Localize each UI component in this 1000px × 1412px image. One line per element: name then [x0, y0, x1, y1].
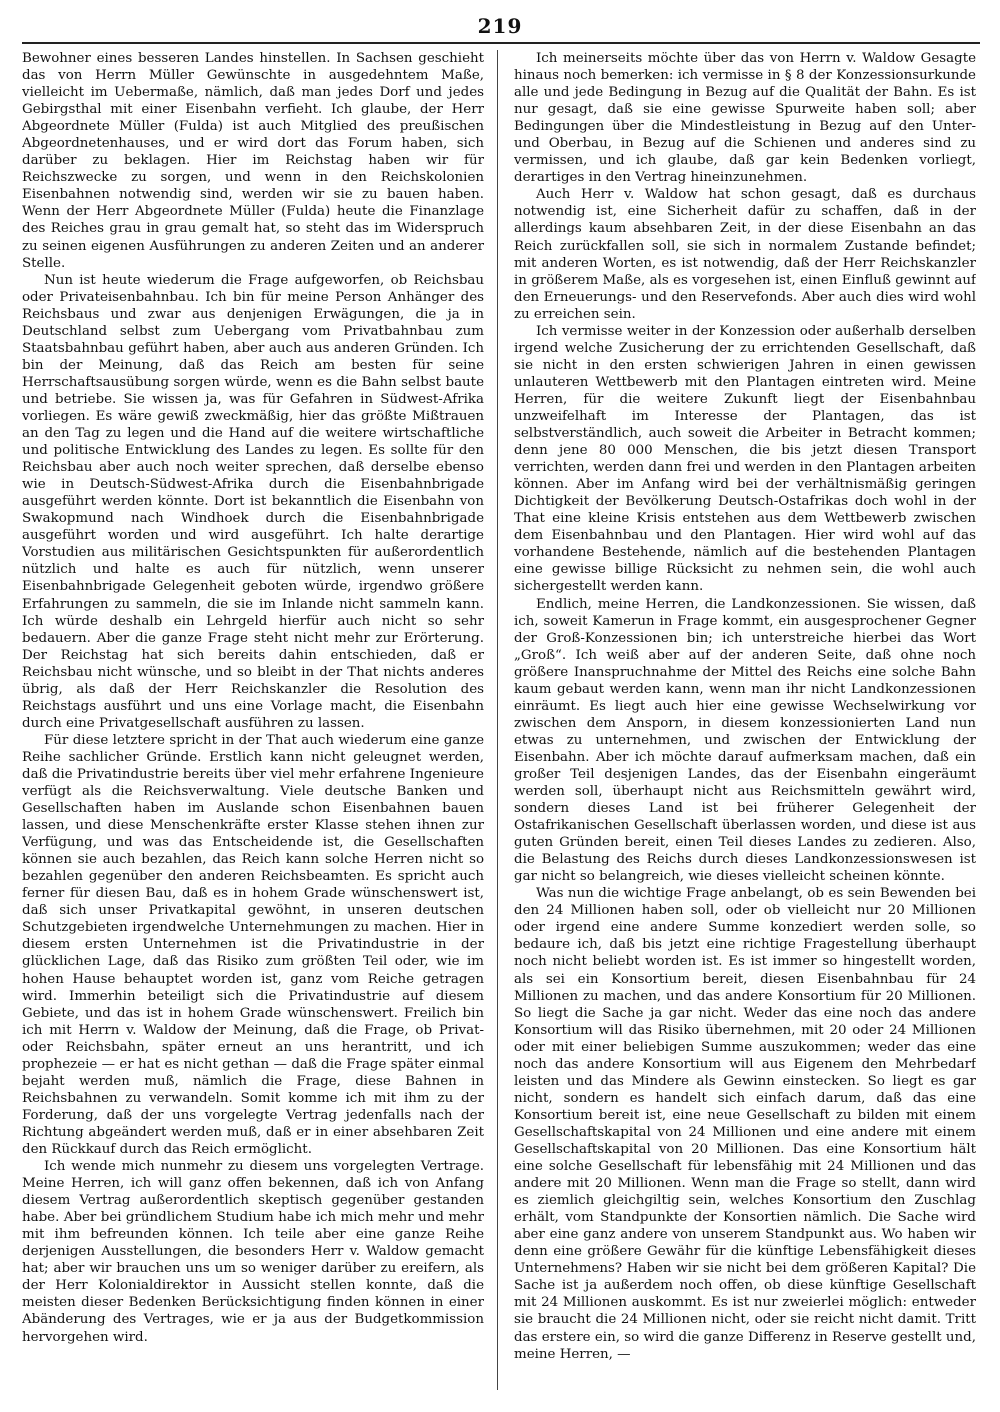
- header-rule: [22, 42, 980, 44]
- left-column: [22, 50, 484, 1398]
- paragraph: Bewohner eines besseren Landes hinstellen. In Sachsen geschieht das von Herrn Müller Gewünschte in ausgedehntem Maße, vielleicht im Uebermaße, nämlich, daß man jedes Dorf und jedes Gebirgsthal mit einer Eisenbahn verfieht. Ich glaube, der Herr Abgeordnete Müller (Fulda) ist auch Mitglied des preußischen Abgeordnetenhauses, und er wird dort das Forum haben, sich darüber zu beklagen. Hier im Reichstag haben wir für Reichszwecke zu sorgen, und wenn in den Reichskolonien Eisenbahnen notwendig sind, werden wir sie zu bauen haben. Wenn der Herr Abgeordnete Müller (Fulda) heute die Finanzlage des Reiches grau in grau gemalt hat, so steht das im Widerspruch zu seinen eigenen Ausführungen zu anderen Zeiten und an anderer Stelle.: [22, 51, 484, 271]
- right-column: [514, 50, 976, 1398]
- page-number: 219: [477, 14, 523, 38]
- paragraph: Ich vermisse weiter in der Konzession oder außerhalb derselben irgend welche Zusicherung der zu errichtenden Gesellschaft, daß sie nicht in den ersten schwierigen Jahren in einen gewissen unlauteren Wettbewerb mit den Plantagen eintreten wird. Meine Herren, für die weitere Zukunft liegt der Eisenbahnbau unzweifelhaft im Interesse der Plantagen, das ist selbstverständlich, auch soweit die Arbeiter in Betracht kommen; denn jene 80 000 Menschen, die bis jetzt diesen Transport verrichten, werden dann frei und werden in den Plantagen arbeiten können. Aber im Anfang wird bei der verhältnismäßig geringen Dichtigkeit der Bevölkerung Deutsch-Ostafrikas doch wohl in der That eine kleine Krisis entstehen aus dem Wettbewerb zwischen dem Eisenbahnbau und den Plantagen. Hier wird wohl auf das vorhandene Bestehende, nämlich auf die bestehenden Plantagen eine gewisse billige Rücksicht zu nehmen sein, die wohl auch sichergestellt werden kann.: [514, 323, 976, 595]
- paragraph: Auch Herr v. Waldow hat schon gesagt, daß es durchaus notwendig ist, eine Sicherheit dafür zu schaffen, daß in der allerdings kaum absehbaren Zeit, in der diese Eisenbahn an das Reich zurückfallen soll, sie sich in normalem Zustande befindet; mit anderen Worten, es ist notwendig, daß der Herr Reichskanzler in größerem Maße, als es vorgesehen ist, einen Einfluß gewinnt auf den Erneuerungs- und den Reservefonds. Aber auch dies wird wohl zu erreichen sein.: [514, 187, 976, 322]
- column-divider: [497, 50, 498, 1390]
- paragraph: Nun ist heute wiederum die Frage aufgeworfen, ob Reichsbau oder Privateisenbahnbau. Ich bin für meine Person Anhänger des Reichsbaus und zwar aus denjenigen Erwägungen, die ja in Deutschland selbst zum Uebergang vom Privatbahnbau zum Staatsbahnbau geführt haben, aber auch aus anderen Gründen. Ich bin der Meinung, daß das Reich am besten für seine Herrschaftsausübung sorgen würde, wenn es die Bahn selbst baute und betriebe. Sie wissen ja, was für Gefahren in Südwest-Afrika vorliegen. Es wäre gewiß zweckmäßig, hier das größte Mißtrauen an den Tag zu legen und die Hand auf die weitere wirtschaftliche und politische Entwicklung des Landes zu legen. Es sollte für den Reichsbau aber auch noch weiter sprechen, daß derselbe ebenso wie in Deutsch-Südwest-Afrika durch die Eisenbahnbrigade ausgeführt werden könnte. Dort ist bekanntlich die Eisenbahn von Swakopmund nach Windhoek durch die Eisenbahnbrigade ausgeführt worden und wird ausgeführt. Ich halte derartige Vorstudien aus militärischen Gesichtspunkten für außerordentlich nützlich und halte es auch für nützlich, wenn unserer Eisenbahnbrigade Gelegenheit geboten würde, irgendwo größere Erfahrungen zu sammeln, die sie im Inlande nicht sammeln kann. Ich würde deshalb ein Lehrgeld hierfür auch nicht so sehr bedauern. Aber die ganze Frage steht nicht mehr zur Erörterung. Der Reichstag hat sich bereits dahin entschieden, daß er Reichsbau nicht wünsche, und so bleibt in der That nichts anderes übrig, als daß der Herr Reichskanzler die Resolution des Reichstags ausführt und uns eine Vorlage macht, die Eisenbahn durch eine Privatgesellschaft ausführen zu lassen.: [22, 272, 484, 731]
- paragraph: Endlich, meine Herren, die Landkonzessionen. Sie wissen, daß ich, soweit Kamerun in Frage kommt, ein ausgesprochener Gegner der Groß-Konzessionen bin; ich unterstreiche hierbei das Wort „Groß“. Ich weiß aber auf der anderen Seite, daß ohne noch größere Inanspruchnahme der Mittel des Reichs eine solche Bahn kaum gebaut werden kann, wenn man ihr nicht Landkonzessionen einräumt. Es liegt auch hier eine gewisse Wechselwirkung vor zwischen dem Ansporn, in diesem konzessionierten Land nun etwas zu unternehmen, und zwischen der Entwicklung der Eisenbahn. Aber ich möchte darauf aufmerksam machen, daß ein großer Teil desjenigen Landes, das der Eisenbahn eingeräumt werden soll, überhaupt nicht aus Reichsmitteln gewährt wird, sondern dieses Land ist bei früherer Gelegenheit der Ostafrikanischen Gesellschaft überlassen worden, und diese ist aus guten Gründen bereit, einen Teil dieses Landes zu zedieren. Also, die Belastung des Reichs durch dieses Landkonzessionswesen ist gar nicht so belangreich, wie dieses vielleicht scheinen könnte.: [514, 596, 976, 885]
- paragraph: Ich wende mich nunmehr zu diesem uns vorgelegten Vertrage. Meine Herren, ich will ganz offen bekennen, daß ich von Anfang diesem Vertrag außerordentlich skeptisch gegenüber gestanden habe. Aber bei gründlichem Studium habe ich mich mehr und mehr mit ihm befreunden können. Ich teile aber eine ganze Reihe derjenigen Ausstellungen, die besonders Herr v. Waldow gemacht hat; aber wir brauchen uns um so weniger darüber zu ereifern, als der Herr Kolonialdirektor in Aussicht stellen konnte, daß die meisten dieser Bedenken Berücksichtigung finden können in einer Abänderung des Vertrages, wie er ja aus der Budgetkommission hervorgehen wird.: [22, 1159, 484, 1345]
- paragraph: Was nun die wichtige Frage anbelangt, ob es sein Bewenden bei den 24 Millionen haben soll, oder ob vielleicht nur 20 Millionen oder irgend eine andere Summe konzediert werden solle, so bedaure ich, daß bis jetzt eine richtige Fragestellung überhaupt noch nicht beliebt worden ist. Es ist immer so hingestellt worden, als sei ein Konsortium bereit, diesen Eisenbahnbau für 24 Millionen zu machen, und das andere Konsortium für 20 Millionen. So liegt die Sache ja gar nicht. Weder das eine noch das andere Konsortium will das Risiko übernehmen, mit 20 oder 24 Millionen oder mit einer beliebigen Summe auszukommen; weder das eine noch das andere Konsortium will aus Eigenem den Mehrbedarf leisten und das Mindere als Gewinn einstecken. So liegt es gar nicht, sondern es handelt sich einfach darum, daß das eine Konsortium bereit ist, eine neue Gesellschaft zu bilden mit einem Gesellschaftskapital von 24 Millionen und eine andere mit einem Gesellschaftskapital von 20 Millionen. Das eine Konsortium hält eine solche Gesellschaft für lebensfähig mit 24 Millionen und das andere mit 20 Millionen. Wenn man die Frage so stellt, dann wird es ziemlich gleichgiltig sein, welches Konsortium den Zuschlag erhält, vom Standpunkte der Konsortien nämlich. Die Sache wird aber eine ganz andere von unserem Standpunkt aus. Wo haben wir denn eine größere Gewähr für die künftige Lebensfähigkeit dieses Unternehmens? Haben wir sie nicht bei dem größeren Kapital? Die Sache ist ja außerdem noch offen, ob diese künftige Gesellschaft mit 24 Millionen auskommt. Es ist nur zweierlei möglich: entweder sie braucht die 24 Millionen nicht, oder sie reicht nicht damit. Tritt das erstere ein, so wird die ganze Differenz in Reserve gestellt und, meine Herren, —: [514, 886, 976, 1362]
- paragraph: Ich meinerseits möchte über das von Herrn v. Waldow Gesagte hinaus noch bemerken: ich vermisse in § 8 der Konzessionsurkunde alle und jede Bedingung in Bezug auf die Qualität der Bahn. Es ist nur gesagt, daß sie eine gewisse Spurweite haben soll; aber Bedingungen über die Mindestleistung in Bezug auf den Unter- und Oberbau, in Bezug auf die Schienen und anderes sind zu vermissen, und ich glaube, daß gar kein Bedenken vorliegt, derartiges in den Vertrag hineinzunehmen.: [514, 51, 976, 186]
- paragraph: Für diese letztere spricht in der That auch wiederum eine ganze Reihe sachlicher Gründe. Erstlich kann nicht geleugnet werden, daß die Privatindustrie bereits über viel mehr erfahrene Ingenieure verfügt als die Reichsverwaltung. Viele deutsche Banken und Gesellschaften haben im Auslande schon Eisenbahnen bauen lassen, und diese Menschenkräfte erster Klasse stehen ihnen zur Verfügung, und was das Entscheidende ist, die Gesellschaften können sie auch bezahlen, das Reich kann solche Herren nicht so bezahlen gegenüber den anderen Reichsbeamten. Es spricht auch ferner für diesen Bau, daß es in hohem Grade wünschenswert ist, daß sich unser Privatkapital gewöhnt, in unseren deutschen Schutzgebieten irgendwelche Unternehmungen zu machen. Hier in diesem ersten Unternehmen ist die Privatindustrie in der glücklichen Lage, daß das Risiko zum größten Teil oder, wie im hohen Hause behauptet worden ist, ganz vom Reiche getragen wird. Immerhin beteiligt sich die Privatindustrie auf diesem Gebiete, und das ist in hohem Grade wünschenswert. Freilich bin ich mit Herrn v. Waldow der Meinung, daß die Frage, ob Privat- oder Reichsbahn, später erneut an uns herantritt, und ich prophezeie — er hat es nicht gethan — daß die Frage später einmal bejaht werden muß, nämlich die Frage, diese Bahnen in Reichsbahnen zu verwandeln. Somit komme ich mit ihm zu der Forderung, daß der uns vorgelegte Vertrag jedenfalls nach der Richtung abgeändert werden muß, daß er in einer absehbaren Zeit den Rückkauf durch das Reich ermöglicht.: [22, 732, 484, 1157]
